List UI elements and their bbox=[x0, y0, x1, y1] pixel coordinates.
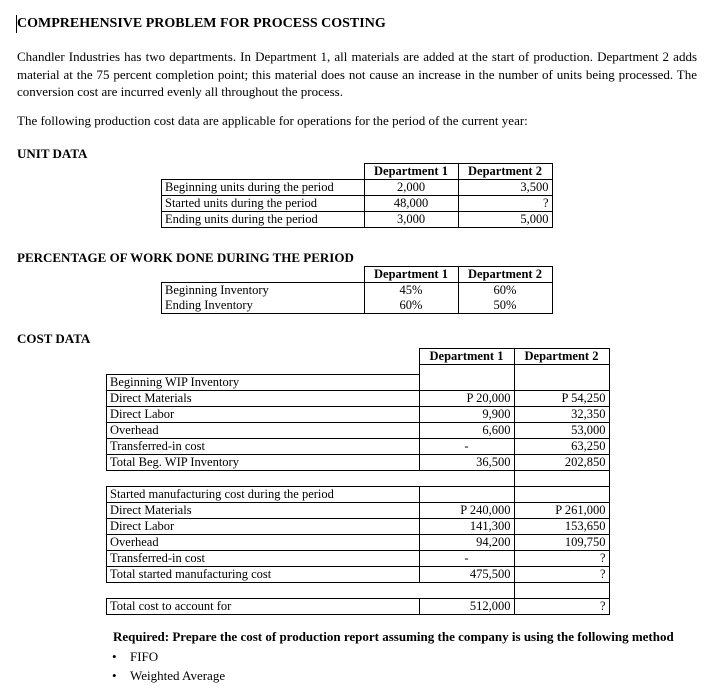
total-cost-label: Total cost to account for bbox=[107, 598, 420, 614]
percentage-table bbox=[161, 266, 553, 314]
required-instruction: Required: Prepare the cost of production report assuming the company is using the following method bbox=[113, 629, 674, 644]
table-row: Overhead 94,200 109,750 bbox=[107, 534, 610, 550]
unit-col-dept1: Department 1 bbox=[364, 164, 458, 180]
pct-col-dept2: Department 2 bbox=[458, 267, 552, 283]
beg-wip-title: Beginning WIP Inventory bbox=[107, 374, 420, 390]
data-intro: The following production cost data are applicable for operations for the period of the current year: bbox=[17, 113, 528, 128]
table-row: Total Beg. WIP Inventory 36,500 202,850 bbox=[107, 454, 610, 470]
table-row: Direct Materials P 20,000 P 54,250 bbox=[107, 390, 610, 406]
pct-col-dept1: Department 1 bbox=[364, 267, 458, 283]
table-row: Direct Labor 141,300 153,650 bbox=[107, 518, 610, 534]
table-row: Direct Labor 9,900 32,350 bbox=[107, 406, 610, 422]
method-list bbox=[112, 647, 225, 685]
bullet-icon: • bbox=[112, 649, 117, 664]
table-row: Started units during the period 48,000 ? bbox=[162, 196, 553, 212]
cost-data-heading: COST DATA bbox=[17, 331, 91, 346]
cost-data-table bbox=[106, 348, 610, 615]
page-title: COMPREHENSIVE PROBLEM FOR PROCESS COSTING bbox=[17, 16, 386, 31]
table-row: Total started manufacturing cost 475,500 ? bbox=[107, 566, 610, 582]
list-item: • FIFO bbox=[112, 649, 159, 664]
bullet-icon: • bbox=[112, 668, 117, 683]
unit-data-table bbox=[161, 163, 553, 228]
table-row: Transferred-in cost - ? bbox=[107, 550, 610, 566]
table-row: Overhead 6,600 53,000 bbox=[107, 422, 610, 438]
unit-data-heading: UNIT DATA bbox=[17, 146, 88, 161]
cost-col-dept1: Department 1 bbox=[419, 349, 514, 365]
table-row: Direct Materials P 240,000 P 261,000 bbox=[107, 502, 610, 518]
list-item: • Weighted Average bbox=[112, 668, 226, 683]
table-row: Ending Inventory 60% 50% bbox=[162, 298, 553, 314]
table-row: Ending units during the period 3,000 5,000 bbox=[162, 212, 553, 228]
problem-description: Chandler Industries has two departments. In Department 1, all materials are added at the start of production. Department 2 adds material at the 75 percent completion point; this material does not cause an increase in the number of units being processed. The conversion cost are incurred evenly all throughout the process. bbox=[17, 49, 697, 99]
cost-col-dept2: Department 2 bbox=[514, 349, 609, 365]
table-row: Transferred-in cost - 63,250 bbox=[107, 438, 610, 454]
table-row: Beginning units during the period 2,000 3,500 bbox=[162, 180, 553, 196]
table-row: Total cost to account for 512,000 ? bbox=[107, 598, 610, 614]
unit-col-dept2: Department 2 bbox=[458, 164, 552, 180]
started-cost-title: Started manufacturing cost during the period bbox=[107, 486, 420, 502]
table-row: Beginning Inventory 45% 60% bbox=[162, 283, 553, 299]
percentage-heading: PERCENTAGE OF WORK DONE DURING THE PERIOD bbox=[17, 250, 354, 265]
